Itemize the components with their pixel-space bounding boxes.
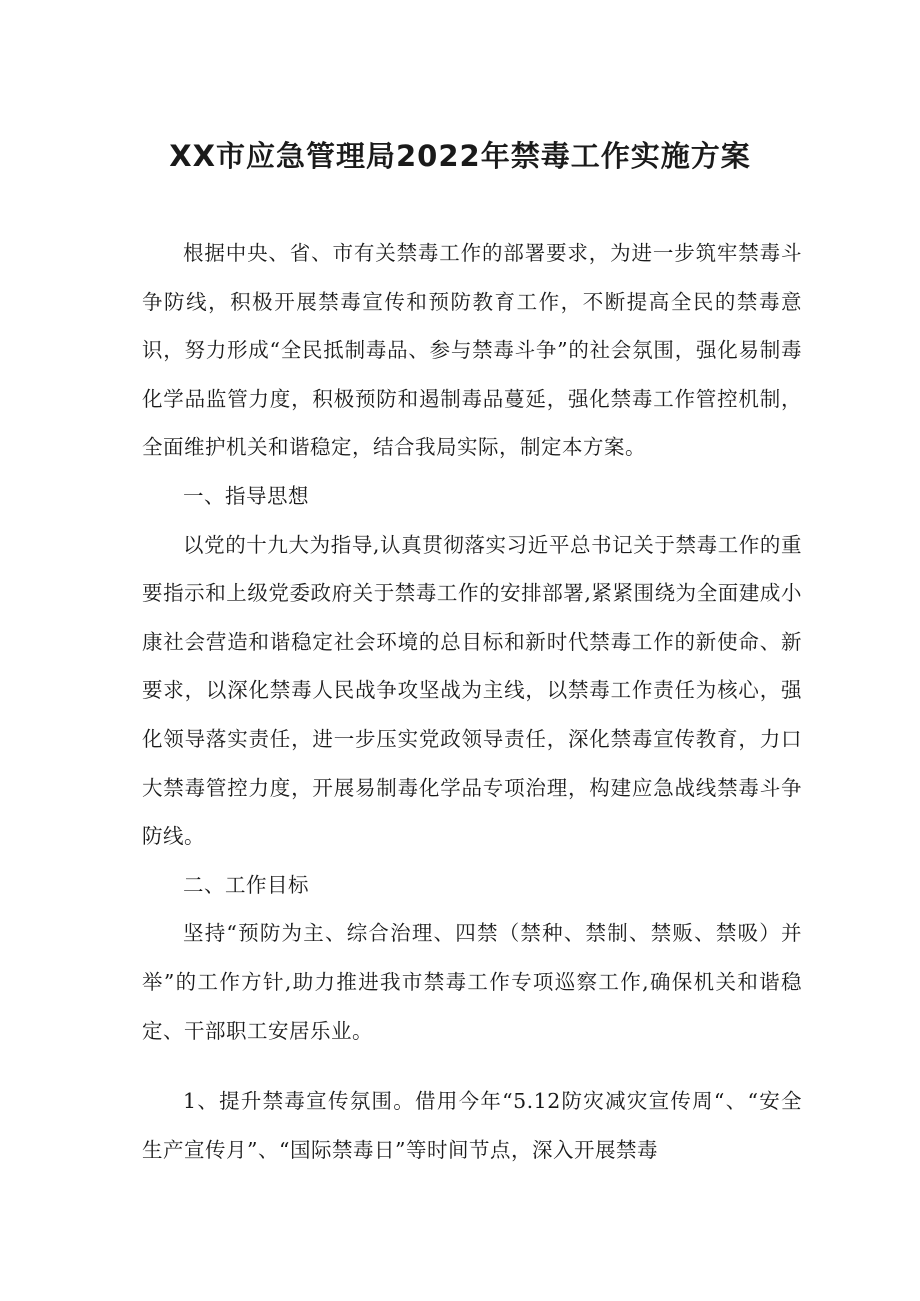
document-body bbox=[142, 229, 802, 1174]
paragraph-guiding-ideology: 以党的十九大为指导,认真贯彻落实习近平总书记关于禁毒工作的重要指示和上级党委政府关于禁毒工作的安排部署,紧紧围绕为全面建成小康社会营造和谐稳定社会环境的总目标和新时代禁毒工作的新使命、新要求，以深化禁毒人民战争攻坚战为主线，以禁毒工作责任为核心，强化领导落实责任，进一步压实党政领导责任，深化禁毒宣传教育，力口大禁毒管控力度，开展易制毒化学品专项治理，构建应急战线禁毒斗争防线。 bbox=[142, 532, 802, 849]
section-heading-work-goals: 二、工作目标 bbox=[183, 872, 309, 897]
paragraph-intro: 根据中央、省、市有关禁毒工作的部署要求，为进一步筑牢禁毒斗争防线，积极开展禁毒宣传和预防教育工作，不断提高全民的禁毒意识，努力形成“全民抵制毒品、参与禁毒斗争”的社会氛围，强化易制毒化学品监管力度，积极预防和遏制毒品蔓延，强化禁毒工作管控机制，全面维护机关和谐稳定，结合我局实际，制定本方案。 bbox=[142, 241, 802, 460]
paragraph-item-1: 1、提升禁毒宣传氛围。借用今年“5.12防灾减灾宣传周“、“安全生产宣传月”、“国际禁毒日”等时间节点，深入开展禁毒 bbox=[142, 1089, 802, 1162]
paragraph-work-goals: 坚持“预防为主、综合治理、四禁（禁种、禁制、禁贩、禁吸）并举”的工作方针,助力推进我市禁毒工作专项巡察工作,确保机关和谐稳定、干部职工安居乐业。 bbox=[142, 921, 802, 1043]
section-heading-guiding-ideology: 一、指导思想 bbox=[183, 483, 309, 508]
document-title: XX市应急管理局2022年禁毒工作实施方案 bbox=[169, 139, 751, 173]
